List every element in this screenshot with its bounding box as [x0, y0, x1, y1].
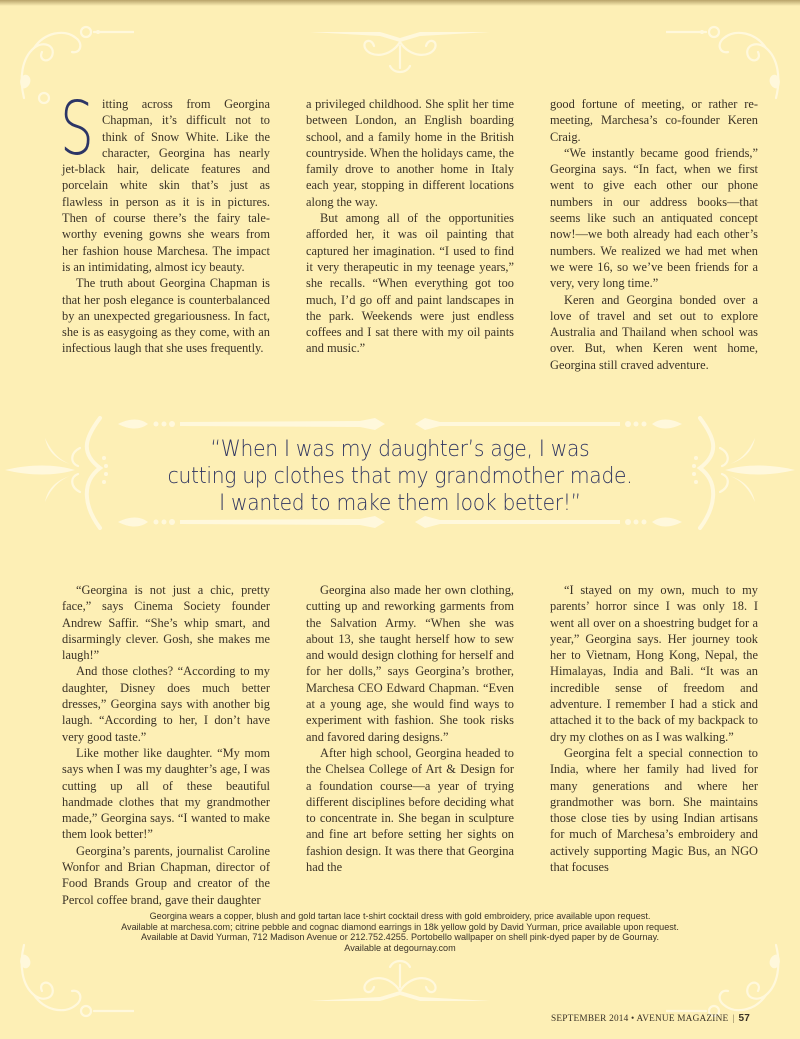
credit-line: Available at degournay.com — [344, 942, 456, 953]
issue-label: SEPTEMBER 2014 • AVENUE MAGAZINE — [551, 1014, 729, 1024]
page-folio — [551, 1013, 750, 1024]
pull-quote-text — [130, 436, 670, 517]
paragraph: a privileged childhood. She split her time between London, an English boarding school, and a family home in the British countryside. When the holidays came, the family drove to another home in Italy each year, stopping in different locations along the way. — [306, 97, 514, 209]
paragraph: “I stayed on my own, much to my parents’ horror since I was only 18. I went all over on a shoestring budget for a year,” Georgina says. Her journey took her to Vietnam, Hong Kong, Nepal, the Himalayas, India and Bali. “It was an incredible sense of freedom and adventure. I remember I had a stick and attached it to the back of my backpack to dry my clothes on as I was walking.” — [550, 583, 758, 744]
article-column-1 — [60, 86, 270, 373]
paragraph: The truth about Georgina Chapman is that her posh elegance is counterbalanced by an unexpected gregariousness. In fact, she is as easygoing as they come, with an infectious laugh that she uses frequently. — [62, 276, 270, 356]
page-number: 57 — [738, 1013, 750, 1024]
paragraph: good fortune of meeting, or rather re-meeting, Marchesa’s co-founder Keren Craig. — [550, 97, 758, 144]
article-column-2 — [306, 96, 514, 373]
article-column-5 — [306, 582, 514, 908]
photo-credits — [90, 911, 710, 953]
pull-quote-line: I wanted to make them look better!” — [219, 490, 581, 516]
article-column-4 — [62, 582, 270, 908]
credit-line: Available at David Yurman, 712 Madison Avenue or 212.752.4255. Portobello wallpaper on shell pink-dyed paper by de Gournay. — [140, 932, 659, 943]
drop-cap: S — [60, 86, 94, 172]
paragraph: Keren and Georgina bonded over a love of travel and set out to explore Australia and Thailand when school was over. But, when Keren went home, Georgina still craved adventure. — [550, 292, 758, 372]
credit-line: Georgina wears a copper, blush and gold tartan lace t-shirt cocktail dress with gold embroidery, price available upon request. — [149, 911, 651, 921]
corner-ornament-top-right-icon — [666, 18, 786, 108]
pull-quote — [0, 398, 800, 548]
paragraph: “Georgina is not just a chic, pretty face,” says Cinema Society founder Andrew Saffir. “She’s whip smart, and disarmingly clever. Gosh, she makes me laugh!” — [62, 583, 270, 663]
pull-quote-line: cutting up clothes that my grandmother made. — [167, 463, 633, 489]
credit-line: Available at marchesa.com; citrine pebble and cognac diamond earrings in 18k yellow gold by David Yurman, price available upon request. — [121, 921, 679, 932]
paragraph: But among all of the opportunities afforded her, it was oil painting that captured her imagination. “I used to find it very therapeutic in my teenage years,” she recalls. “When everything got too much, I’d go off and paint landscapes in the park. Weekends were just endless coffees and I sat there with my oil paints and music.” — [306, 211, 514, 356]
article-bottom-columns — [62, 582, 758, 908]
paragraph: And those clothes? “According to my daughter, Disney does much better dresses,” Georgina says with another big laugh. “According to her, I don’t have very good taste.” — [62, 664, 270, 744]
page-top-edge — [0, 0, 800, 6]
paragraph: Georgina also made her own clothing, cutting up and reworking garments from the Salvation Army. “When she was about 13, she taught herself how to sew and would design clothing for herself and for her dolls,” says Georgina’s brother, Marchesa CEO Edward Chapman. “Even at a young age, she would find ways to experiment with fashion. She took risks and favored daring designs.” — [306, 583, 514, 744]
pull-quote-line: “When I was my daughter’s age, I was — [210, 436, 590, 462]
article-column-3 — [550, 96, 758, 373]
article-column-6 — [550, 582, 758, 908]
top-center-ornament-icon — [310, 28, 490, 78]
paragraph: Georgina’s parents, journalist Caroline Wonfor and Brian Chapman, director of Food Brands Group and creator of the Percol coffee brand, gave their daughter — [62, 843, 270, 907]
paragraph: “We instantly became good friends,” Georgina says. “In fact, when we first went to give each other our phone numbers in our address books—that seems like such an antiquated concept now!—we both already had each other’s numbers. We realized we had met when we were 16, so we’ve been friends for a very, very long time.” — [550, 145, 758, 291]
paragraph: itting across from Georgina Chapman, it’s difficult not to think of Snow White. Like the character, Georgina has nearly jet-black hair, delicate features and porcelain white skin that’s just as flawless in person as it is in pictures. Then of course there’s the fairy tale-worthy evening gowns she wears from her fashion house Marchesa. The impact is an intimidating, almost icy beauty. — [62, 97, 270, 274]
paragraph: Georgina felt a special connection to India, where her family had lived for many generations and where her grandmother was born. She maintains those close ties by using Indian artisans for much of Marchesa’s embroidery and actively supporting Magic Bus, an NGO that focuses — [550, 745, 758, 875]
paragraph: Like mother like daughter. “My mom says when I was my daughter’s age, I was cutting up all of these beautiful handmade clothes that my grandmother made,” Georgina says. “I wanted to make them look better!” — [62, 745, 270, 842]
paragraph: After high school, Georgina headed to the Chelsea College of Art & Design for a foundation course—a year of trying different disciplines before deciding what to concentrate in. She began in sculpture and fine art before setting her sights on fashion design. It was there that Georgina had the — [306, 745, 514, 875]
bottom-center-ornament-icon — [310, 955, 490, 1005]
folio-separator: | — [732, 1014, 735, 1024]
article-top-columns — [60, 86, 758, 373]
